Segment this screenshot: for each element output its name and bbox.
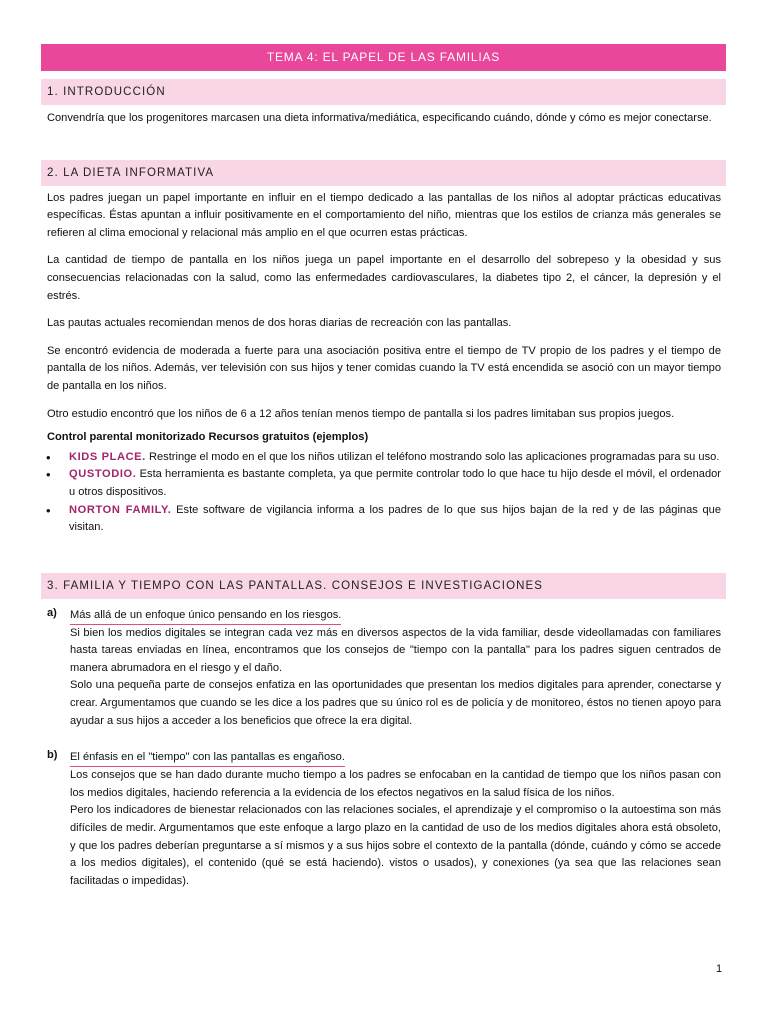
- list-item: [41, 449, 726, 467]
- app-description: Restringe el modo en el que los niños utilizan el teléfono mostrando solo las aplicaciones programadas para su uso.: [148, 450, 720, 463]
- document-page: [41, 44, 726, 890]
- paragraph: Otro estudio encontró que los niños de 6 a 12 años tenían menos tiempo de pantalla si los padres limitaban sus propios juegos.: [47, 407, 675, 420]
- paragraph: Pero los indicadores de bienestar relacionados con las relaciones sociales, el aprendizaje y el compromiso o la autoestima son más difíciles de medir. Argumentamos que este enfoque a largo plazo en la cantidad de uso de los medios digitales ahora está obsoleto, y que los padres deberían preguntarse a sí mismos y a sus hijos sobre el contexto de la pantalla (dónde, cuándo y cómo se accede a los medios digitales), el contenido (qué se está haciendo). vistos o usados), y conexiones (ya sea que las relaciones sean facilitadas o impedidas).: [70, 804, 721, 887]
- item-letter: a): [47, 606, 57, 619]
- page-number: 1: [716, 963, 723, 975]
- list-item: [41, 466, 726, 501]
- parental-control-subheading: Control parental monitorizado Recursos gratuitos (ejemplos): [47, 431, 369, 444]
- paragraph: Las pautas actuales recomiendan menos de dos horas diarias de recreación con las pantallas.: [47, 317, 512, 330]
- list-item-a: [41, 605, 726, 731]
- app-name-kids-place: KIDS PLACE.: [69, 450, 146, 463]
- list-item: [41, 502, 726, 537]
- paragraph: Los padres juegan un papel importante en influir en el tiempo dedicado a las pantallas de los niños al adoptar prácticas educativas específicas. Éstas apuntan a influir positivamente en el comportamiento del niño, mientras que los estilos de crianza más generales se refieren al clima emocional y relacional más amplio en el que ocurren estas prácticas.: [47, 191, 721, 239]
- item-heading: Más allá de un enfoque único pensando en los riesgos.: [70, 608, 341, 625]
- paragraph: La cantidad de tiempo de pantalla en los niños juega un papel importante en el desarrollo del sobrepeso y la obesidad y sus consecuencias relacionadas con la salud, como las enfermedades cardiovasculares, la diabetes tipo 2, el cáncer, la depresión y el estrés.: [47, 254, 721, 302]
- item-heading: El énfasis en el "tiempo" con las pantallas es engañoso.: [70, 750, 345, 767]
- paragraph: Los consejos que se han dado durante mucho tiempo a los padres se enfocaban en la cantidad de tiempo que los niños pasan con los medios digitales, haciendo referencia a la evidencia de los efectos negativos en la salud física de los niños.: [70, 769, 721, 799]
- app-description: Esta herramienta es bastante completa, ya que permite controlar todo lo que hace tu hijo desde el móvil, el ordenador u otros dispositivos.: [69, 468, 721, 498]
- paragraph: Solo una pequeña parte de consejos enfatiza en las oportunidades que presentan los medios digitales para aprender, conectarse y crear. Argumentamos que cuando se les dice a los padres que su único rol es de policía y de monitoreo, éstos no tienen apoyo para ayudar a sus hijos a acceder a los beneficios que ofrece la era digital.: [70, 679, 721, 727]
- bullet-icon: •: [46, 502, 51, 518]
- section-heading-dieta-informativa: 2. LA DIETA INFORMATIVA: [41, 160, 726, 186]
- bullet-icon: •: [46, 467, 51, 483]
- item-letter: b): [47, 749, 58, 762]
- app-description: Este software de vigilancia informa a los padres de lo que sus hijos bajan de la red y de las páginas que visitan.: [69, 503, 721, 534]
- section-heading-familia-pantallas: 3. FAMILIA Y TIEMPO CON LAS PANTALLAS. CONSEJOS E INVESTIGACIONES: [41, 573, 726, 599]
- paragraph: Se encontró evidencia de moderada a fuerte para una asociación positiva entre el tiempo de TV propio de los padres y el tiempo de pantalla de los niños. Además, ver televisión con sus hijos y tener comidas cuando la TV está encendida se asoció con un mayor tiempo de pantalla en los niños.: [47, 344, 721, 392]
- paragraph: Convendría que los progenitores marcasen una dieta informativa/mediática, especificando cuándo, dónde y cómo es mejor conectarse.: [47, 112, 712, 124]
- document-title: TEMA 4: EL PAPEL DE LAS FAMILIAS: [41, 44, 726, 71]
- paragraph: Si bien los medios digitales se integran cada vez más en diversos aspectos de la vida familiar, desde videollamadas con familiares hasta tareas enviadas en línea, encontramos que los consejos de "tiempo con la pantalla" para los padres siguen centrados de manera abrumadora en el riesgo y el daño.: [70, 626, 721, 674]
- parental-control-list: [41, 449, 726, 537]
- list-item-b: [41, 747, 726, 890]
- section-heading-introduccion: 1. INTRODUCCIÓN: [41, 79, 726, 105]
- app-name-qustodio: QUSTODIO.: [69, 468, 137, 481]
- app-name-norton-family: NORTON FAMILY.: [69, 503, 172, 516]
- bullet-icon: •: [46, 449, 51, 465]
